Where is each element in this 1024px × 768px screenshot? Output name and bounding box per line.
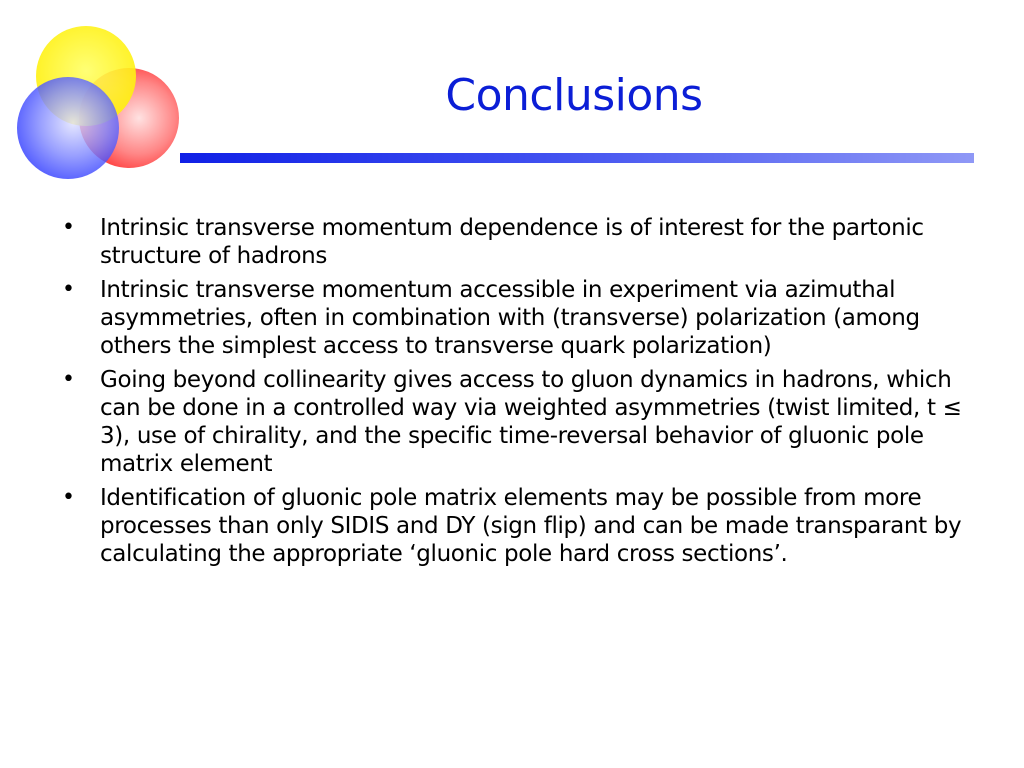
bullet-glyph: • — [62, 277, 75, 302]
bullet-glyph: • — [62, 215, 75, 240]
title-underline-rule — [180, 153, 974, 163]
bullet-glyph: • — [62, 485, 75, 510]
overlapping-circles-logo — [10, 20, 190, 185]
blue-circle — [17, 77, 119, 179]
bullet-text: Intrinsic transverse momentum dependence is of interest for the partonic structure of hadrons — [100, 215, 924, 269]
bullet-glyph: • — [62, 367, 75, 392]
bullet-item — [56, 276, 976, 360]
bullet-text: Going beyond collinearity gives access to gluon dynamics in hadrons, which can be done in a controlled way via weighted asymmetries (twist limited, t ≤ 3), use of chirality, and the specific time-reversal behavior of gluonic pole matrix element — [100, 367, 962, 477]
bullet-item — [56, 484, 976, 568]
bullet-item — [56, 214, 976, 270]
bullet-item — [56, 366, 976, 478]
bullet-text: Identification of gluonic pole matrix elements may be possible from more processes than only SIDIS and DY (sign flip) and can be made transparant by calculating the appropriate ‘gluonic pole hard cross sections’. — [100, 485, 962, 567]
slide-title: Conclusions — [445, 70, 703, 121]
bullet-list — [56, 214, 976, 574]
bullet-text: Intrinsic transverse momentum accessible in experiment via azimuthal asymmetries, often in combination with (transverse) polarization (among others the simplest access to transverse quark polarization) — [100, 277, 920, 359]
